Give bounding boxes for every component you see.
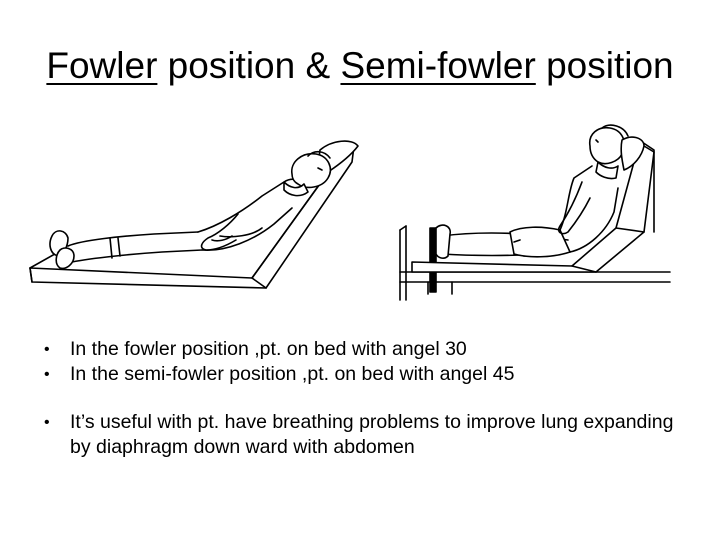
bullet-text-2: In the semi-fowler position ,pt. on bed with angel 45 <box>70 363 515 385</box>
title-semi-fowler: Semi-fowler <box>340 45 536 86</box>
title-text-1: position & <box>157 45 341 86</box>
semi-fowler-position-drawing-icon <box>392 122 674 306</box>
bullet-marker: • <box>44 341 50 358</box>
bullet-item-3 <box>44 410 684 460</box>
fowler-position-drawing-icon <box>22 128 362 296</box>
bullet-list <box>44 337 684 460</box>
bullet-item-2 <box>44 362 684 387</box>
bullet-marker: • <box>44 414 50 431</box>
bullet-item-1 <box>44 337 684 362</box>
bullet-text-1: In the fowler position ,pt. on bed with angel 30 <box>70 338 467 360</box>
title-fowler: Fowler <box>46 45 158 86</box>
bullet-spacer <box>44 387 684 410</box>
bullet-marker: • <box>44 366 50 383</box>
title-text-2: position <box>535 45 674 86</box>
bullet-text-3: It’s useful with pt. have breathing problems to improve lung expanding by diaphragm down ward with abdomen <box>70 411 674 458</box>
slide-title <box>0 44 720 88</box>
